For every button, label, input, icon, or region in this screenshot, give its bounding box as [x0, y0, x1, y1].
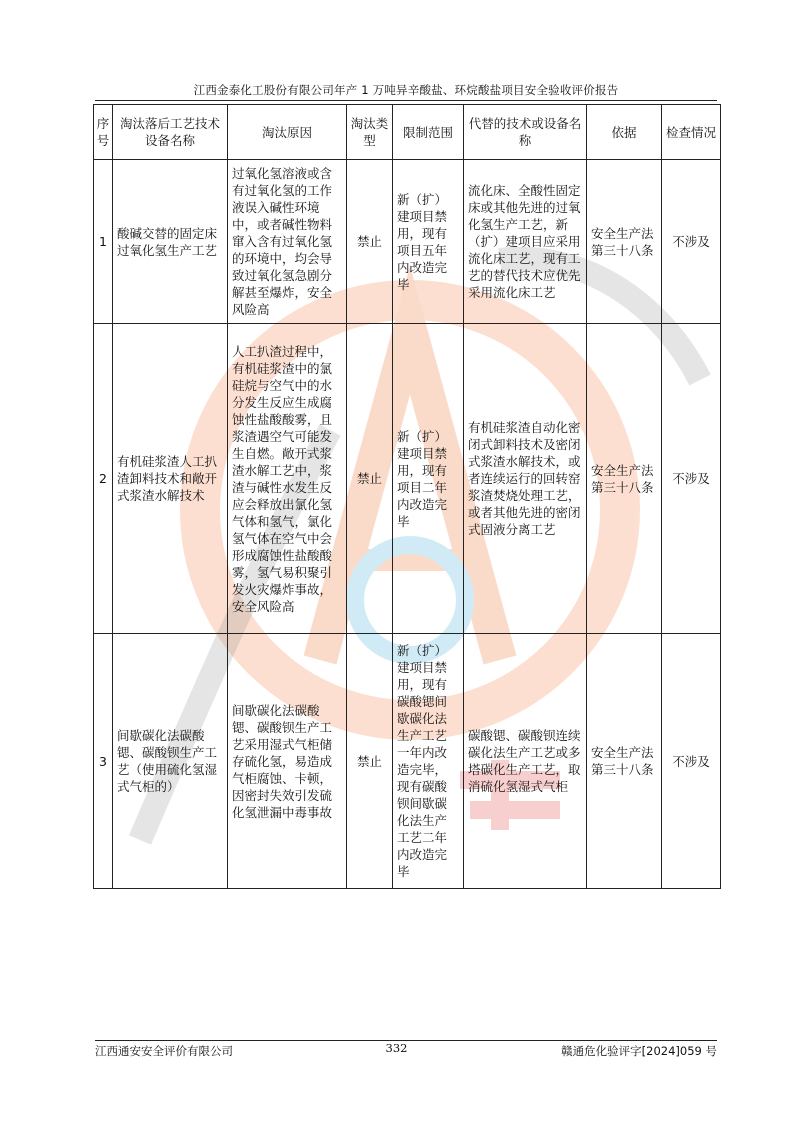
- row-basis: 安全生产法第三十八条: [587, 160, 662, 324]
- row-process: 酸碱交替的固定床过氧化氢生产工艺: [113, 160, 228, 324]
- row-scope: 新（扩）建项目禁用，现有项目二年内改造完毕: [393, 324, 464, 634]
- row-alternative: 碳酸锶、碳酸钡连续碳化法生产工艺或多塔碳化生产工艺，取消硫化氢湿式气柜: [464, 634, 587, 889]
- footer-company: 江西通安安全评价有限公司: [95, 1044, 233, 1058]
- header-type: 淘汰类型: [347, 105, 393, 160]
- row-type: 禁止: [347, 634, 393, 889]
- row-alternative: 有机硅浆渣自动化密闭式卸料技术及密闭式浆渣水解技术，或者连续运行的回转窑浆渣焚烧处理工艺，或者其他先进的密闭式固液分离工艺: [464, 324, 587, 634]
- row-check: 不涉及: [662, 160, 721, 324]
- row-process: 间歇碳化法碳酸锶、碳酸钡生产工艺（使用硫化氢湿式气柜的）: [113, 634, 228, 889]
- header-reason: 淘汰原因: [228, 105, 347, 160]
- row-reason: 间歇碳化法碳酸锶、碳酸钡生产工艺采用湿式气柜储存硫化氢，易造成气柜腐蚀、卡顿，因密封失效引发硫化氢泄漏中毒事故: [228, 634, 347, 889]
- header-rule: [95, 100, 717, 101]
- row-type: 禁止: [347, 324, 393, 634]
- row-type: 禁止: [347, 160, 393, 324]
- table-row: [94, 634, 721, 889]
- row-process: 有机硅浆渣人工扒渣卸料技术和敞开式浆渣水解技术: [113, 324, 228, 634]
- footer-reference: 赣通危化验评字[2024]059 号: [561, 1044, 717, 1058]
- header-alternative: 代替的技术或设备名称: [464, 105, 587, 160]
- row-check: 不涉及: [662, 634, 721, 889]
- page-number: 332: [385, 1041, 408, 1055]
- header-no: 序号: [94, 105, 113, 160]
- header-check: 检查情况: [662, 105, 721, 160]
- header-title: 江西金泰化工股份有限公司年产 1 万吨异辛酸盐、环烷酸盐项目安全验收评价报告: [193, 83, 619, 97]
- table-row: [94, 160, 721, 324]
- row-check: 不涉及: [662, 324, 721, 634]
- row-scope: 新（扩）建项目禁用，现有碳酸锶间歇碳化法生产工艺一年内改造完毕，现有碳酸钡间歇碳化法生产工艺二年内改造完毕: [393, 634, 464, 889]
- row-reason: 过氧化氢溶液或含有过氧化氢的工作液误入碱性环境中，或者碱性物料窜入含有过氧化氢的环境中，均会导致过氧化氢急剧分解甚至爆炸，安全风险高: [228, 160, 347, 324]
- row-basis: 安全生产法第三十八条: [587, 324, 662, 634]
- row-alternative: 流化床、全酸性固定床或其他先进的过氧化氢生产工艺，新（扩）建项目应采用流化床工艺，现有工艺的替代技术应优先采用流化床工艺: [464, 160, 587, 324]
- elimination-table: [93, 104, 721, 889]
- row-scope: 新（扩）建项目禁用，现有项目五年内改造完毕: [393, 160, 464, 324]
- table-header-row: [94, 105, 721, 160]
- row-basis: 安全生产法第三十八条: [587, 634, 662, 889]
- header-scope: 限制范围: [393, 105, 464, 160]
- row-no: 1: [94, 160, 113, 324]
- header-basis: 依据: [587, 105, 662, 160]
- row-no: 3: [94, 634, 113, 889]
- row-no: 2: [94, 324, 113, 634]
- header-process: 淘汰落后工艺技术设备名称: [113, 105, 228, 160]
- row-reason: 人工扒渣过程中，有机硅浆渣中的氯硅烷与空气中的水分发生反应生成腐蚀性盐酸酸雾，且浆渣遇空气可能发生自燃。敞开式浆渣水解工艺中，浆渣与碱性水发生反应会释放出氯化氢气体和氢气，氯化氢气体在空气中会形成腐蚀性盐酸酸雾，氢气易积聚引发火灾爆炸事故，安全风险高: [228, 324, 347, 634]
- table-row: [94, 324, 721, 634]
